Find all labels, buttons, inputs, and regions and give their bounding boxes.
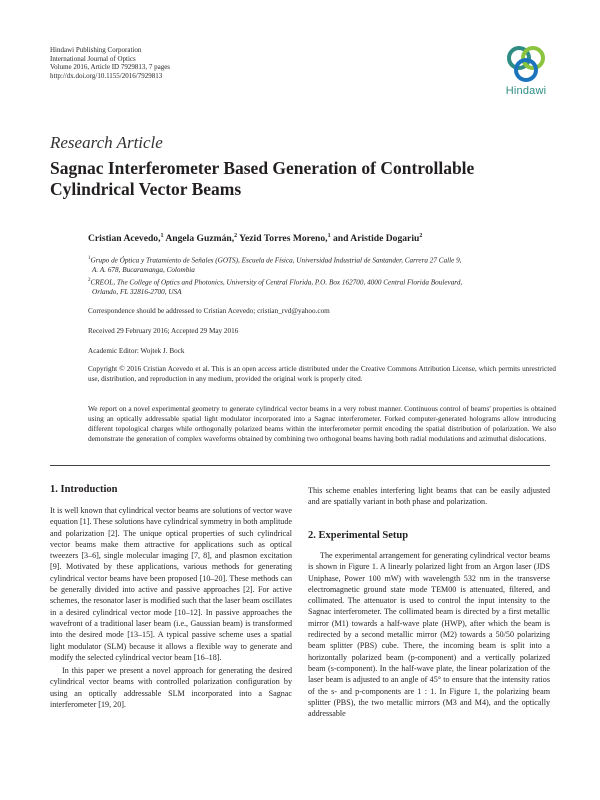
academic-editor: Academic Editor: Wojtek J. Bock <box>88 347 185 355</box>
paragraph: This scheme enables interfering light beams that can be easily adjusted and are spatially variant in both phase and polarization. <box>308 486 550 507</box>
logo-text: Hindawi <box>505 85 547 97</box>
author-affiliation-number: 2 <box>234 233 238 239</box>
received-dates: Received 29 February 2016; Accepted 29 May 2016 <box>88 327 239 335</box>
affiliation-number: 1 <box>88 256 91 261</box>
section-heading-introduction: 1. Introduction <box>50 484 118 495</box>
author-list <box>88 233 558 244</box>
left-column <box>50 505 292 710</box>
author-affiliation-number: 2 <box>419 233 423 239</box>
affiliation-line: CREOL, The College of Optics and Photonics, University of Central Florida, P.O. Box 162700, 4000 Central Florida Boulevard, <box>90 278 463 287</box>
author-affiliation-number: 1 <box>160 233 164 239</box>
author-affiliation-number: 1 <box>327 233 331 239</box>
author-name: Cristian Acevedo, <box>88 233 161 245</box>
affiliation-line: A. A. 678, Bucaramanga, Colombia <box>92 266 195 275</box>
volume-line: Volume 2016, Article ID 7929813, 7 pages <box>50 63 171 72</box>
hindawi-logo <box>498 44 554 104</box>
right-column-top <box>308 485 550 508</box>
right-column <box>308 550 550 719</box>
paragraph: The experimental arrangement for generating cylindrical vector beams is shown in Figure 1. A linearly polarized light from an Argon laser (JDS Uniphase, Power 100 mW) with wavelength 532 nm in the transverse electromagnetic ground state mode TEM00 is attenuated, filtered, and collimated. The attenuator is used to control the input intensity to the Sagnac interferometer. The collimated beam is directed by a first metallic mirror (M1) towards a half-wave plate (HWP), after which the beam is redirected by a second metallic mirror (M2) towards a 50/50 polarizing beam splitter (PBS) cube. There, the incoming beam is split into a horizontally polarized beam (p-component) and a vertically polarized beam (s-component). In the half-wave plate, the linear polarization of the laser beam is adjusted to an angle of 45° to ensure that the intensity ratios of the s- and p-components are 1 : 1. In Figure 1, the polarizing beam splitter (PBS), the two metallic mirrors (M3 and M4), and the optically addressable <box>308 551 550 719</box>
paragraph: It is well known that cylindrical vector beams are solutions of vector wave equation [1]. These solutions have cylindrical symmetry in both amplitude and polarization [2]. The unique optical properties of such cylindrical vector beams make them attractive for applications such as optical tweezers [3–6], single molecular imaging [7, 8], and plasmon excitation [9]. Motivated by these applications, various methods for generating cylindrical vector beams have been proposed [10–20]. These methods can be generally divided into active and passive approaches [2]. For active schemes, the resonator laser is modified such that the laser beam oscillates in a desired cylindrical vector mode [10–12]. In passive approaches the wavefront of a traditional laser beam (i.e., Gaussian beam) is transformed into the desired mode [13–15]. A typical passive scheme uses a spatial light modulator (SLM) because it allows a flexible way to generate and modify the selected cylindrical vector beam [16–18]. <box>50 506 292 662</box>
paper-title: Sagnac Interferometer Based Generation of Controllable Cylindrical Vector Beams <box>50 158 475 199</box>
abstract: We report on a novel experimental geometry to generate cylindrical vector beams in a very robust manner. Continuous control of beams' properties is obtained using an optically addressable spatial light modulator incorporated into a Sagnac interferometer. Forked computer-generated holograms allow introducing different topological charges while orthogonally polarized beams within the interferometer permit encoding the spatial distribution of polarization. We also demonstrate the generation of complex waveforms obtained by combining two orthogonal beams having both radial modulations and azimuthal dislocations. <box>88 404 556 443</box>
section-heading-experimental-setup: 2. Experimental Setup <box>308 530 409 541</box>
correspondence: Correspondence should be addressed to Cristian Acevedo; cristian_rvd@yahoo.com <box>88 307 330 315</box>
article-type: Research Article <box>50 133 163 152</box>
author-name: Yezid Torres Moreno, <box>239 233 328 245</box>
author-name: and Aristide Dogariu <box>332 233 420 245</box>
publication-info <box>50 46 170 80</box>
doi-link[interactable]: http://dx.doi.org/10.1155/2016/7929813 <box>50 71 163 80</box>
affiliation-line: Grupo de Óptica y Tratamiento de Señales (GOTS), Escuela de Física, Universidad Industrial de Santander, Carrera 27 Calle 9, <box>90 256 462 265</box>
affiliation-number: 2 <box>88 278 91 283</box>
paragraph: In this paper we present a novel approach for generating the desired cylindrical vector beams with controlled polarization configuration by using an optically addressable SLM incorporated into a Sagnac interferometer [19, 20]. <box>50 666 292 710</box>
journal-name: International Journal of Optics <box>50 54 136 63</box>
author-name: Angela Guzmán, <box>165 233 235 245</box>
affiliation-line: Orlando, FL 32816-2700, USA <box>92 288 182 297</box>
affiliation-2 <box>88 276 556 297</box>
section-divider <box>50 465 550 466</box>
hindawi-rings-icon <box>505 44 547 84</box>
copyright-notice: Copyright © 2016 Cristian Acevedo et al. This is an open access article distributed under the Creative Commons Attribution License, which permits unrestricted use, distribution, and reproduction in any medium, provided the original work is properly cited. <box>88 365 556 383</box>
publisher-name: Hindawi Publishing Corporation <box>50 46 142 54</box>
affiliation-1 <box>88 254 556 275</box>
